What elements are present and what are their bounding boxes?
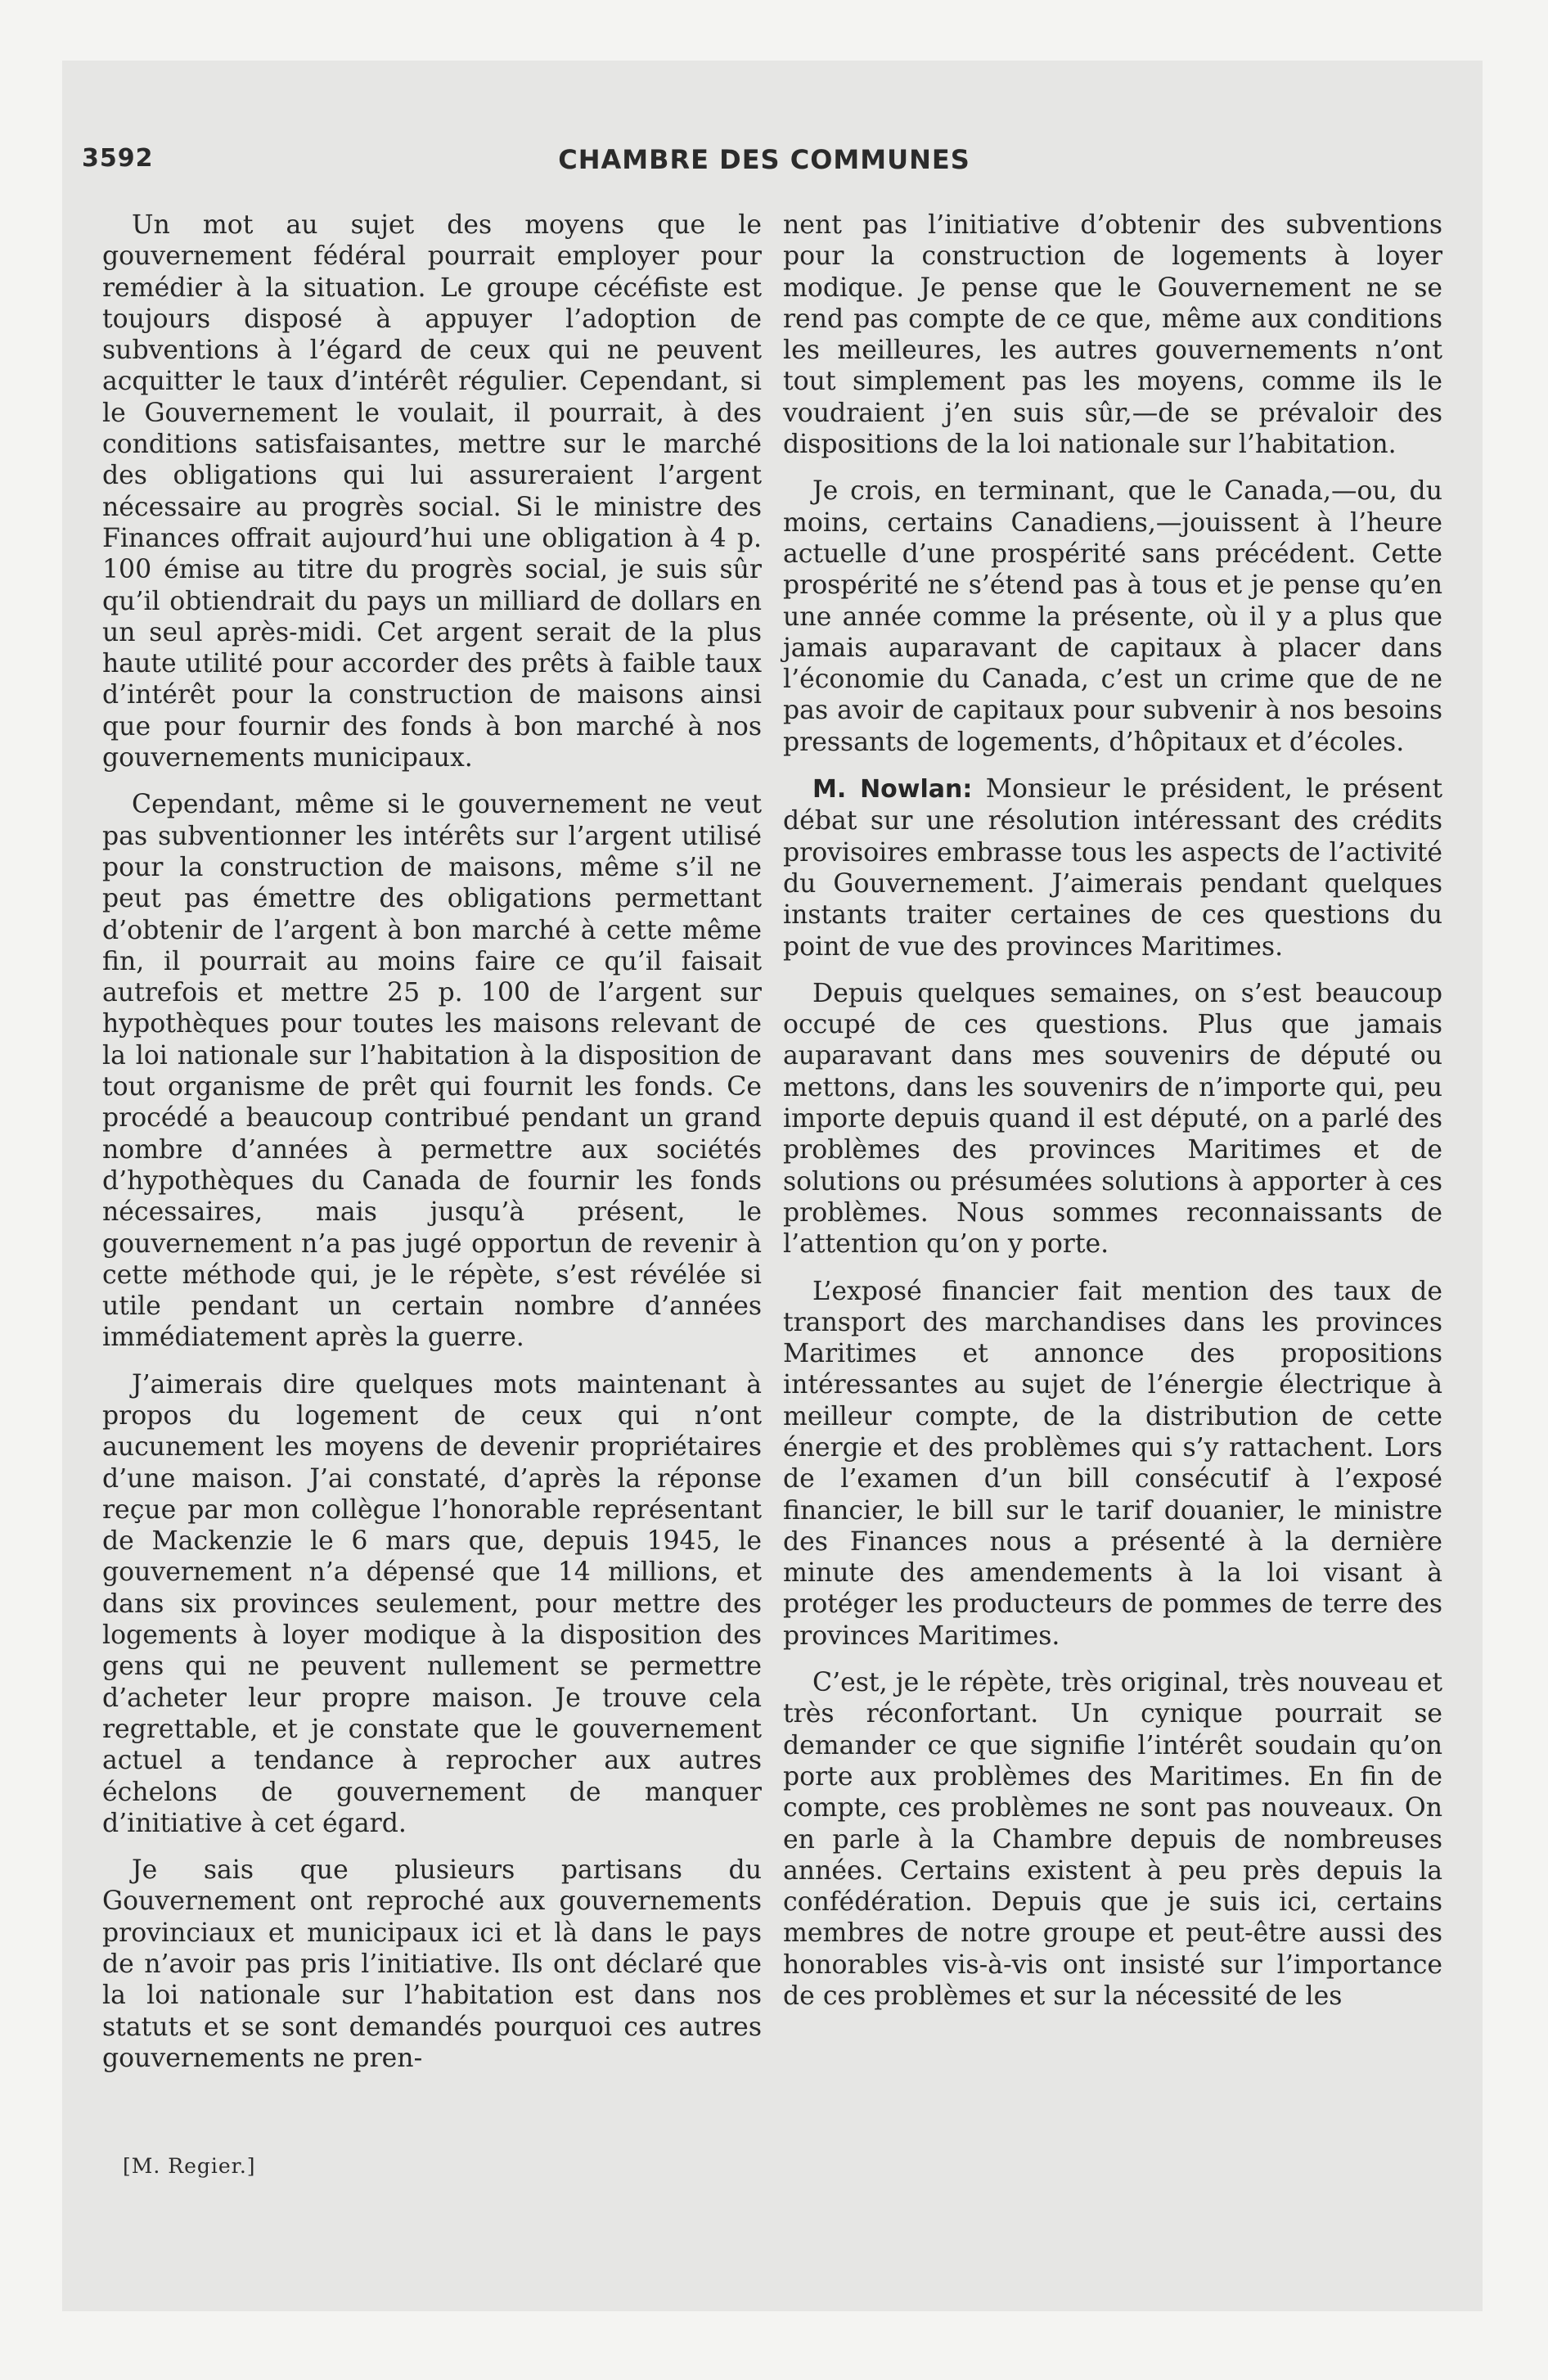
paragraph: Je crois, en terminant, que le Canada,—ou, du moins, certains Canadiens,—jouissent à l’heure actuelle d’une prospérité sans précédent. Cette prospérité ne s’étend pas à tous et je pense qu’en une année comme la présente, où il y a plus que jamais auparavant de capitaux à placer dans l’économie du Canada, c’est un crime que de ne pas avoir de capitaux pour subvenir à nos besoins pressants de logements, d’hôpitaux et d’écoles. (783, 476, 1442, 757)
paragraph: Cependant, même si le gouvernement ne veut pas subventionner les intérêts sur l’argent utilisé pour la construction de maisons, même s’il ne peut pas émettre des obligations permettant d’obtenir de l’argent à bon marché à cette même fin, il pourrait au moins faire ce qu’il faisait autrefois et mettre 25 p. 100 de l’argent sur hypothèques pour toutes les maisons relevant de la loi nationale sur l’habitation à la disposition de tout organisme de prêt qui fournit les fonds. Ce procédé a beaucoup contribué pendant un grand nombre d’années à permettre aux sociétés d’hypothèques du Canada de fournir les fonds nécessaires, mais jusqu’à présent, le gouvernement n’a pas jugé opportun de revenir à cette méthode qui, je le répète, s’est révélée si utile pendant un certain nombre d’années immédiatement après la guerre. (102, 790, 762, 1353)
paragraph: C’est, je le répète, très original, très nouveau et très réconfortant. Un cynique pourrait se demander ce que signifie l’intérêt soudain qu’on porte aux problèmes des Maritimes. En fin de compte, ces problèmes ne sont pas nouveaux. On en parle à la Chambre depuis de nombreuses années. Certains existent à peu près depuis la confédération. Depuis que je suis ici, certains membres de notre groupe et peut-être aussi des honorables vis-à-vis ont insisté sur l’importance de ces problèmes et sur la nécessité de les (783, 1668, 1442, 2012)
paragraph: L’exposé financier fait mention des taux de transport des marchandises dans les provinces Maritimes et annonce des propositions intéressantes au sujet de l’énergie électrique à meilleur compte, de la distribution de cette énergie et des problèmes qui s’y rattachent. Lors de l’examen d’un bill consécutif à l’exposé financier, le bill sur le tarif douanier, le ministre des Finances nous a présenté à la dernière minute des amendements à la loi visant à protéger les producteurs de pommes de terre des provinces Maritimes. (783, 1276, 1442, 1651)
running-head: CHAMBRE DES COMMUNES (558, 144, 970, 175)
right-column (783, 210, 1442, 2027)
speech-paragraph (783, 773, 1442, 962)
paragraph: Un mot au sujet des moyens que le gouvernement fédéral pourrait employer pour remédier à la situation. Le groupe cécéfiste est toujours disposé à appuyer l’adoption de subventions à l’égard de ceux qui ne peuvent acquitter le taux d’intérêt régulier. Cependant, si le Gouvernement le voulait, il pourrait, à des conditions satisfaisantes, mettre sur le marché des obligations qui lui assureraient l’argent nécessaire au progrès social. Si le ministre des Finances offrait aujourd’hui une obligation à 4 p. 100 émise au titre du progrès social, je suis sûr qu’il obtiendrait du pays un milliard de dollars en un seul après-midi. Cet argent serait de la plus haute utilité pour accorder des prêts à faible taux d’intérêt pour la construction de maisons ainsi que pour fournir des fonds à bon marché à nos gouvernements municipaux. (102, 210, 762, 773)
paragraph: Je sais que plusieurs partisans du Gouvernement ont reproché aux gouvernements provinciaux et municipaux ici et là dans le pays de n’avoir pas pris l’initiative. Ils ont déclaré que la loi nationale sur l’habitation est dans nos statuts et se sont demandés pourquoi ces autres gouvernements ne pren- (102, 1855, 762, 2073)
page-number: 3592 (82, 144, 154, 173)
speech-text: Monsieur le président, le présent débat sur une résolution intéressant des crédits provisoires embrasse tous les aspects de l’activité du Gouvernement. J’aimerais pendant quelques instants traiter certaines de ces questions du point de vue des provinces Maritimes. (783, 774, 1442, 962)
page-header (82, 144, 1447, 180)
paragraph: J’aimerais dire quelques mots maintenant à propos du logement de ceux qui n’ont aucunement les moyens de devenir propriétaires d’une maison. J’ai constaté, d’après la réponse reçue par mon collègue l’honorable représentant de Mackenzie le 6 mars que, depuis 1945, le gouvernement n’a dépensé que 14 millions, et dans six provinces seulement, pour mettre des logements à loyer modique à la disposition des gens qui ne peuvent nullement se permettre d’acheter leur propre maison. Je trouve cela regrettable, et je constate que le gouvernement actuel a tendance à reprocher aux autres échelons de gouvernement de manquer d’initiative à cet égard. (102, 1369, 762, 1838)
left-column (102, 210, 762, 2089)
paragraph-continuation: nent pas l’initiative d’obtenir des subventions pour la construction de logements à loyer modique. Je pense que le Gouvernement ne se rend pas compte de ce que, même aux conditions les meilleures, les autres gouvernements n’ont tout simplement pas les moyens, comme ils le voudraient j’en suis sûr,—de se prévaloir des dispositions de la loi nationale sur l’habitation. (783, 210, 1442, 460)
speaker-footnote: [M. Regier.] (123, 2154, 256, 2178)
speaker-name: M. Nowlan: (812, 775, 973, 805)
paragraph: Depuis quelques semaines, on s’est beaucoup occupé de ces questions. Plus que jamais auparavant dans mes souvenirs de député ou mettons, dans les souvenirs de n’importe qui, peu importe depuis quand il est député, on a parlé des problèmes des provinces Maritimes et de solutions ou présumées solutions à apporter à ces problèmes. Nous sommes reconnaissants de l’attention qu’on y porte. (783, 978, 1442, 1260)
